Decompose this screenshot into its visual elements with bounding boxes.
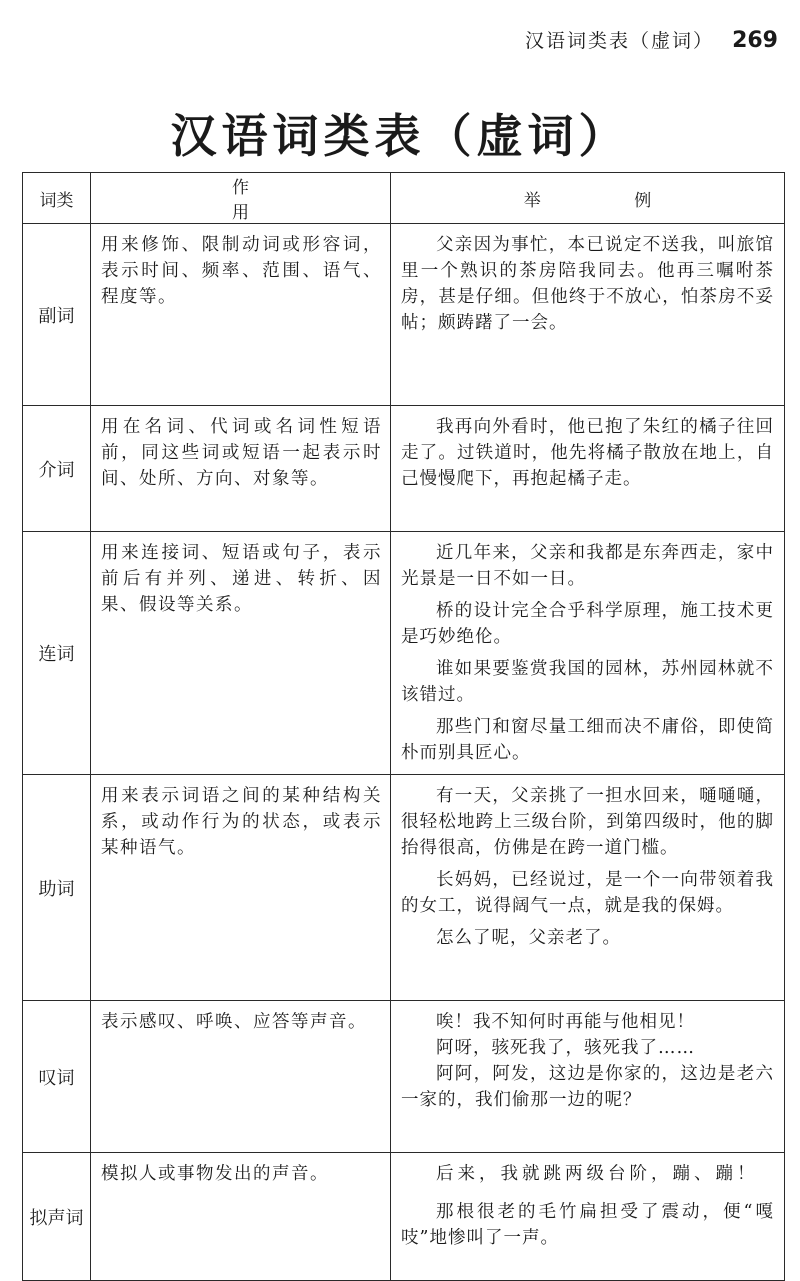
running-title: 汉语词类表（虚词）: [525, 30, 715, 52]
table-row-preposition: [23, 406, 785, 532]
examples-cell: [391, 532, 785, 775]
example-text: 谁如果要鉴赏我国的园林，苏州园林就不该错过。: [401, 659, 774, 705]
example-text: 那些门和窗尽量工细而决不庸俗，即使简朴而别具匠心。: [401, 717, 774, 763]
example-text: 近几年来，父亲和我都是东奔西走，家中光景是一日不如一日。: [401, 543, 774, 589]
example-text: 怎么了呢，父亲老了。: [436, 928, 621, 948]
function-cell: 用来连接词、短语或句子，表示前后有并列、递进、转折、因果、假设等关系。: [91, 532, 391, 775]
table-row-interjection: [23, 1001, 785, 1153]
word-class-cell: 拟声词: [23, 1153, 91, 1281]
examples-cell: [391, 406, 785, 532]
examples-cell: [391, 224, 785, 406]
page-number: 269: [732, 28, 778, 53]
example-text: 后来，我就跳两级台阶，蹦、蹦！: [436, 1164, 759, 1184]
examples-cell: [391, 775, 785, 1001]
word-class-table: [22, 172, 785, 1281]
table-row-conjunction: [23, 532, 785, 775]
example-text: 唉！我不知何时再能与他相见！: [436, 1012, 695, 1032]
table-header-row: [23, 173, 785, 224]
function-cell: 模拟人或事物发出的声音。: [91, 1153, 391, 1281]
word-class-cell: 叹词: [23, 1001, 91, 1153]
function-cell: 用来修饰、限制动词或形容词，表示时间、频率、范围、语气、程度等。: [91, 224, 391, 406]
column-header-examples: 举例: [391, 173, 785, 224]
word-class-cell: 介词: [23, 406, 91, 532]
column-header-word-class: 词类: [23, 173, 91, 224]
example-text: 那根很老的毛竹扁担受了震动，便“嘎吱”地惨叫了一声。: [401, 1202, 774, 1248]
table-row-particle: [23, 775, 785, 1001]
example-text: 父亲因为事忙，本已说定不送我，叫旅馆里一个熟识的茶房陪我同去。他再三嘱咐茶房，甚是仔细。但他终于不放心，怕茶房不妥帖；颇踌躇了一会。: [401, 235, 774, 333]
column-header-function: 作用: [91, 173, 391, 224]
table-row-onomatopoeia: [23, 1153, 785, 1281]
word-class-cell: 副词: [23, 224, 91, 406]
example-text: 长妈妈，已经说过，是一个一向带领着我的女工，说得阔气一点，就是我的保姆。: [401, 870, 774, 916]
word-class-cell: 连词: [23, 532, 91, 775]
page-title: 汉语词类表（虚词）: [170, 109, 630, 163]
table-row-adverb: [23, 224, 785, 406]
examples-cell: [391, 1153, 785, 1281]
example-text: 我再向外看时，他已抱了朱红的橘子往回走了。过铁道时，他先将橘子散放在地上，自己慢慢爬下，再抱起橘子走。: [401, 417, 774, 489]
running-header: [525, 26, 778, 53]
example-text: 桥的设计完全合乎科学原理，施工技术更是巧妙绝伦。: [401, 601, 774, 647]
word-class-cell: 助词: [23, 775, 91, 1001]
example-text: 阿阿，阿发，这边是你家的，这边是老六一家的，我们偷那一边的呢？: [401, 1064, 774, 1110]
function-cell: 用来表示词语之间的某种结构关系，或动作行为的状态，或表示某种语气。: [91, 775, 391, 1001]
function-cell: 表示感叹、呼唤、应答等声音。: [91, 1001, 391, 1153]
example-text: 阿呀，骇死我了，骇死我了……: [436, 1038, 695, 1058]
function-cell: 用在名词、代词或名词性短语前，同这些词或短语一起表示时间、处所、方向、对象等。: [91, 406, 391, 532]
examples-cell: [391, 1001, 785, 1153]
example-text: 有一天，父亲挑了一担水回来，嗵嗵嗵，很轻松地跨上三级台阶，到第四级时，他的脚抬得很高，仿佛是在跨一道门槛。: [401, 786, 774, 858]
